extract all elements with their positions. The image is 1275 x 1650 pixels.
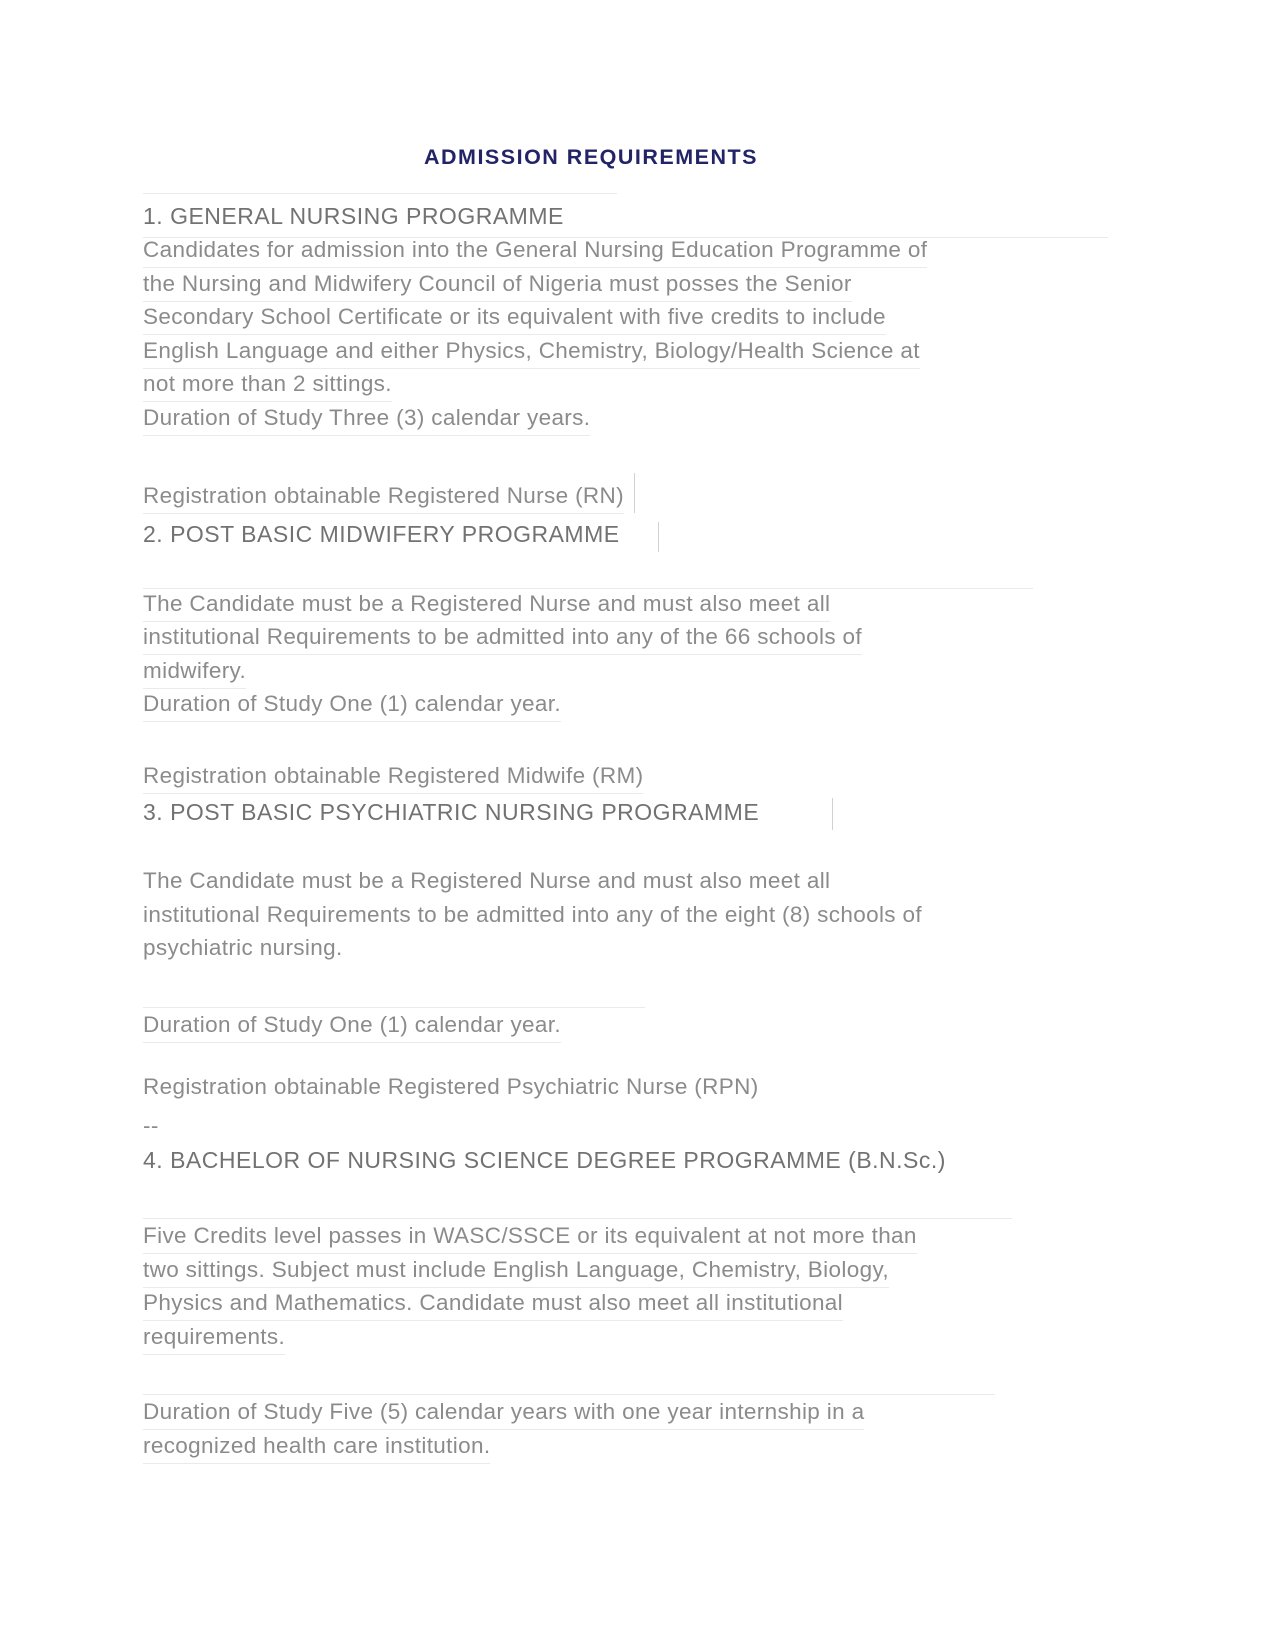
text-line [143, 1219, 1108, 1253]
text-line [143, 1008, 1108, 1042]
text-line [143, 1320, 1108, 1354]
text-line-content: Five Credits level passes in WASC/SSCE or its equivalent at not more than [143, 1223, 917, 1254]
vertical-divider-tick-line [658, 522, 659, 552]
paragraph [143, 1219, 1108, 1353]
text-line-content: requirements. [143, 1324, 285, 1355]
vertical-divider-tick-line [634, 473, 635, 513]
section-heading-text: 2. POST BASIC MIDWIFERY PROGRAMME [143, 520, 620, 547]
text-line [143, 479, 1108, 513]
section-heading [143, 517, 1108, 551]
text-line-content: Duration of Study One (1) calendar year. [143, 1012, 561, 1043]
text-line [143, 401, 1108, 435]
text-line [143, 1253, 1108, 1287]
dash-line [143, 1109, 1108, 1143]
blank-underline-rule [143, 1177, 1012, 1219]
paragraph [143, 864, 1108, 965]
text-line-content: The Candidate must be a Registered Nurse and must also meet all [143, 868, 831, 893]
text-line [143, 1070, 1108, 1104]
section-heading [143, 194, 1108, 238]
text-line-content: English Language and either Physics, Chemistry, Biology/Health Science at [143, 338, 920, 369]
vertical-divider-tick-line [832, 798, 833, 830]
section-heading-text: 3. POST BASIC PSYCHIATRIC NURSING PROGRAMME [143, 798, 760, 825]
text-line-content: Registration obtainable Registered Psychiatric Nurse (RPN) [143, 1074, 759, 1099]
text-line [143, 367, 1108, 401]
text-line [143, 931, 1108, 965]
text-line-content: The Candidate must be a Registered Nurse and must also meet all [143, 591, 830, 622]
text-line [143, 1429, 1108, 1463]
paragraph [143, 1070, 1108, 1104]
text-line-content: -- [143, 1112, 159, 1138]
text-line-content: institutional Requirements to be admitted into any of the eight (8) schools of [143, 901, 922, 927]
paragraph [143, 233, 1108, 434]
text-line-content: Registration obtainable Registered Nurse (RN) [143, 483, 624, 514]
text-line [143, 1286, 1108, 1320]
text-line-content: institutional Requirements to be admitted into any of the 66 schools of [143, 624, 862, 655]
section-heading-text: 1. GENERAL NURSING PROGRAMME [143, 203, 564, 229]
spacer [143, 434, 1108, 479]
text-line-content: midwifery. [143, 658, 246, 689]
paragraph [143, 587, 1108, 721]
text-line-content: not more than 2 sittings. [143, 371, 392, 402]
blank-underline-rule [143, 551, 1033, 589]
spacer [143, 1042, 1108, 1071]
text-line [143, 864, 1108, 898]
text-line [143, 687, 1108, 721]
section-heading-text: 4. BACHELOR OF NURSING SCIENCE DEGREE PROGRAMME (B.N.Sc.) [143, 1147, 946, 1173]
spacer [143, 0, 1108, 140]
section-heading [143, 1143, 1108, 1177]
paragraph [143, 759, 1108, 793]
text-line [143, 587, 1108, 621]
text-line-content: Duration of Study One (1) calendar year. [143, 691, 561, 722]
section-heading [143, 795, 1108, 829]
text-line-content: Candidates for admission into the General Nursing Education Programme of [143, 237, 927, 268]
text-line-content: Secondary School Certificate or its equivalent with five credits to include [143, 304, 886, 335]
text-line-content: Physics and Mathematics. Candidate must also meet all institutional [143, 1290, 843, 1321]
paragraph [143, 1008, 1108, 1042]
text-line [143, 898, 1108, 932]
text-line [143, 267, 1108, 301]
text-line-content: two sittings. Subject must include English Language, Chemistry, Biology, [143, 1257, 889, 1288]
paragraph [143, 479, 1108, 513]
blank-underline-rule [143, 174, 617, 194]
paragraph [143, 1109, 1108, 1143]
paragraph [143, 1395, 1108, 1462]
text-line-content: the Nursing and Midwifery Council of Nigeria must posses the Senior [143, 271, 852, 302]
text-line [143, 300, 1108, 334]
spacer [143, 829, 1108, 865]
text-line [143, 334, 1108, 368]
text-line [143, 654, 1108, 688]
text-line-content: recognized health care institution. [143, 1433, 490, 1464]
spacer [143, 721, 1108, 760]
text-line [143, 759, 1108, 793]
text-line-content: Duration of Study Three (3) calendar years. [143, 405, 590, 436]
text-line [143, 1395, 1108, 1429]
text-line [143, 233, 1108, 267]
text-line-content: psychiatric nursing. [143, 935, 343, 960]
blank-underline-rule [143, 965, 645, 1009]
document-title: ADMISSION REQUIREMENTS [423, 145, 759, 169]
blank-underline-rule [143, 1353, 995, 1395]
text-line-content: Registration obtainable Registered Midwife (RM) [143, 763, 643, 794]
text-line-content: Duration of Study Five (5) calendar years with one year internship in a [143, 1399, 864, 1430]
text-line [143, 620, 1108, 654]
